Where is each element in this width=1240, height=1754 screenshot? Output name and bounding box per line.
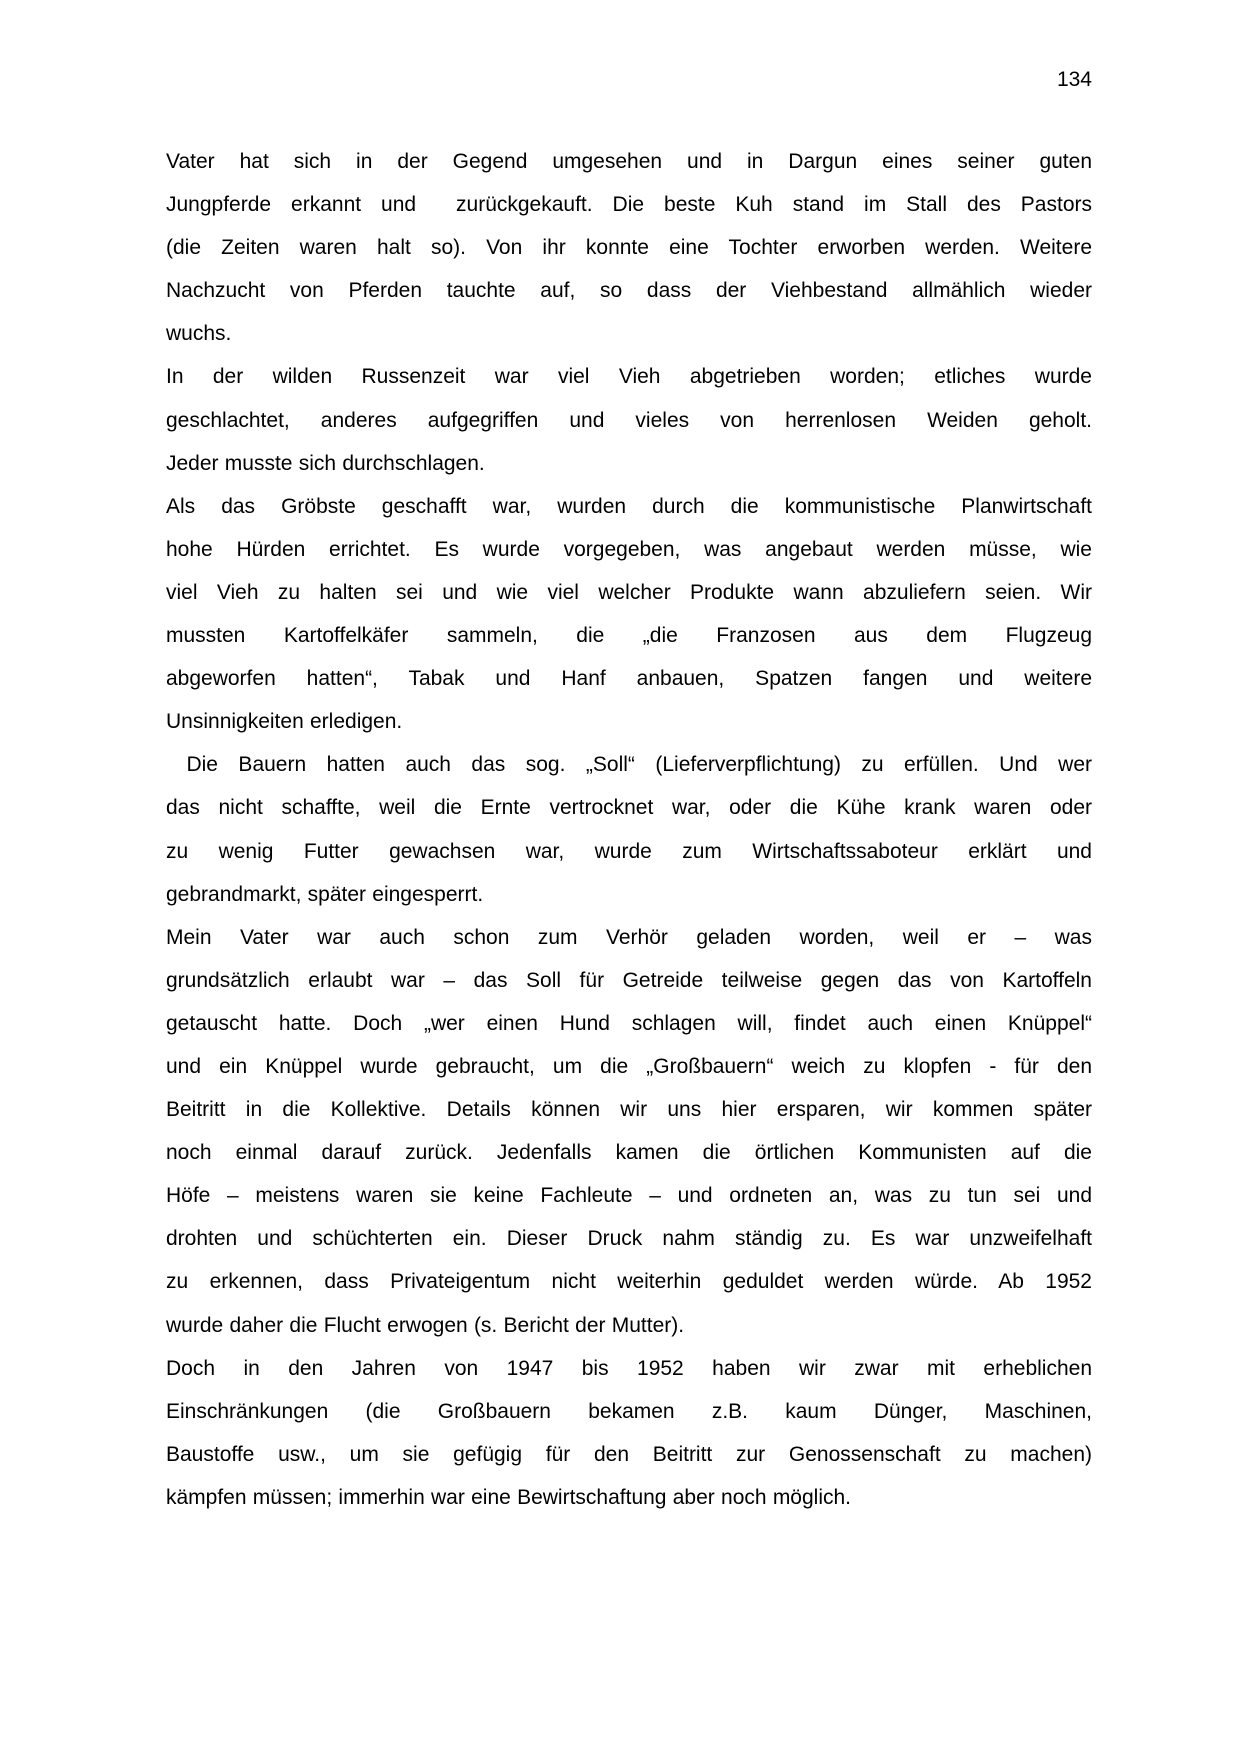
paragraph-3: [166, 485, 1092, 744]
text-line: abgeworfen hatten“, Tabak und Hanf anbauen, Spatzen fangen und weitere: [166, 667, 1092, 691]
text-line: Jungpferde erkannt und zurückgekauft. Die beste Kuh stand im Stall des Pastors: [166, 193, 1092, 217]
text-line: drohten und schüchterten ein. Dieser Druck nahm ständig zu. Es war unzweifelhaft: [166, 1227, 1092, 1251]
text-line: gebrandmarkt, später eingesperrt.: [166, 882, 484, 906]
paragraph-6: [166, 1347, 1092, 1519]
text-line: wurde daher die Flucht erwogen (s. Bericht der Mutter).: [166, 1313, 685, 1337]
text-line: mussten Kartoffelkäfer sammeln, die „die Franzosen aus dem Flugzeug: [166, 624, 1092, 648]
text-line: Beitritt in die Kollektive. Details können wir uns hier ersparen, wir kommen später: [166, 1098, 1092, 1122]
document-body: [166, 140, 1092, 1519]
text-line: Die Bauern hatten auch das sog. „Soll“ (Lieferverpflichtung) zu erfüllen. Und wer: [166, 753, 1093, 777]
text-line: kämpfen müssen; immerhin war eine Bewirtschaftung aber noch möglich.: [166, 1485, 852, 1509]
text-line: das nicht schaffte, weil die Ernte vertrocknet war, oder die Kühe krank waren oder: [166, 796, 1092, 820]
text-line: geschlachtet, anderes aufgegriffen und vieles von herrenlosen Weiden geholt.: [166, 408, 1092, 432]
text-line: Unsinnigkeiten erledigen.: [166, 710, 403, 734]
page-number: 134: [1056, 68, 1092, 91]
text-line: Jeder musste sich durchschlagen.: [166, 451, 485, 475]
text-line: hohe Hürden errichtet. Es wurde vorgegeben, was angebaut werden müsse, wie: [166, 537, 1092, 561]
paragraph-2: [166, 355, 1092, 484]
text-line: grundsätzlich erlaubt war – das Soll für Getreide teilweise gegen das von Kartoffeln: [166, 968, 1092, 992]
paragraph-4: [166, 743, 1092, 915]
text-line: wuchs.: [166, 322, 232, 346]
text-line: und ein Knüppel wurde gebraucht, um die „Großbauern“ weich zu klopfen - für den: [166, 1054, 1092, 1078]
text-line: Nachzucht von Pferden tauchte auf, so dass der Viehbestand allmählich wieder: [166, 279, 1092, 303]
text-line: Einschränkungen (die Großbauern bekamen z.B. kaum Dünger, Maschinen,: [166, 1399, 1092, 1423]
text-line: Als das Gröbste geschafft war, wurden durch die kommunistische Planwirtschaft: [166, 494, 1092, 518]
text-line: (die Zeiten waren halt so). Von ihr konnte eine Tochter erworben werden. Weitere: [166, 236, 1092, 260]
text-line: viel Vieh zu halten sei und wie viel welcher Produkte wann abzuliefern seien. Wir: [166, 580, 1092, 604]
text-line: zu erkennen, dass Privateigentum nicht weiterhin geduldet werden würde. Ab 1952: [166, 1270, 1092, 1294]
text-line: Baustoffe usw., um sie gefügig für den Beitritt zur Genossenschaft zu machen): [166, 1442, 1092, 1466]
text-line: zu wenig Futter gewachsen war, wurde zum Wirtschaftssaboteur erklärt und: [166, 839, 1092, 863]
text-line: getauscht hatte. Doch „wer einen Hund schlagen will, findet auch einen Knüppel“: [166, 1011, 1092, 1035]
text-line: noch einmal darauf zurück. Jedenfalls kamen die örtlichen Kommunisten auf die: [166, 1141, 1092, 1165]
text-line: In der wilden Russenzeit war viel Vieh abgetrieben worden; etliches wurde: [166, 365, 1092, 389]
paragraph-1: [166, 140, 1092, 355]
text-line: Doch in den Jahren von 1947 bis 1952 haben wir zwar mit erheblichen: [166, 1356, 1092, 1380]
text-line: Mein Vater war auch schon zum Verhör geladen worden, weil er – was: [166, 925, 1092, 949]
paragraph-5: [166, 916, 1092, 1347]
text-line: Höfe – meistens waren sie keine Fachleute – und ordneten an, was zu tun sei und: [166, 1184, 1092, 1208]
text-line: Vater hat sich in der Gegend umgesehen und in Dargun eines seiner guten: [166, 150, 1092, 173]
